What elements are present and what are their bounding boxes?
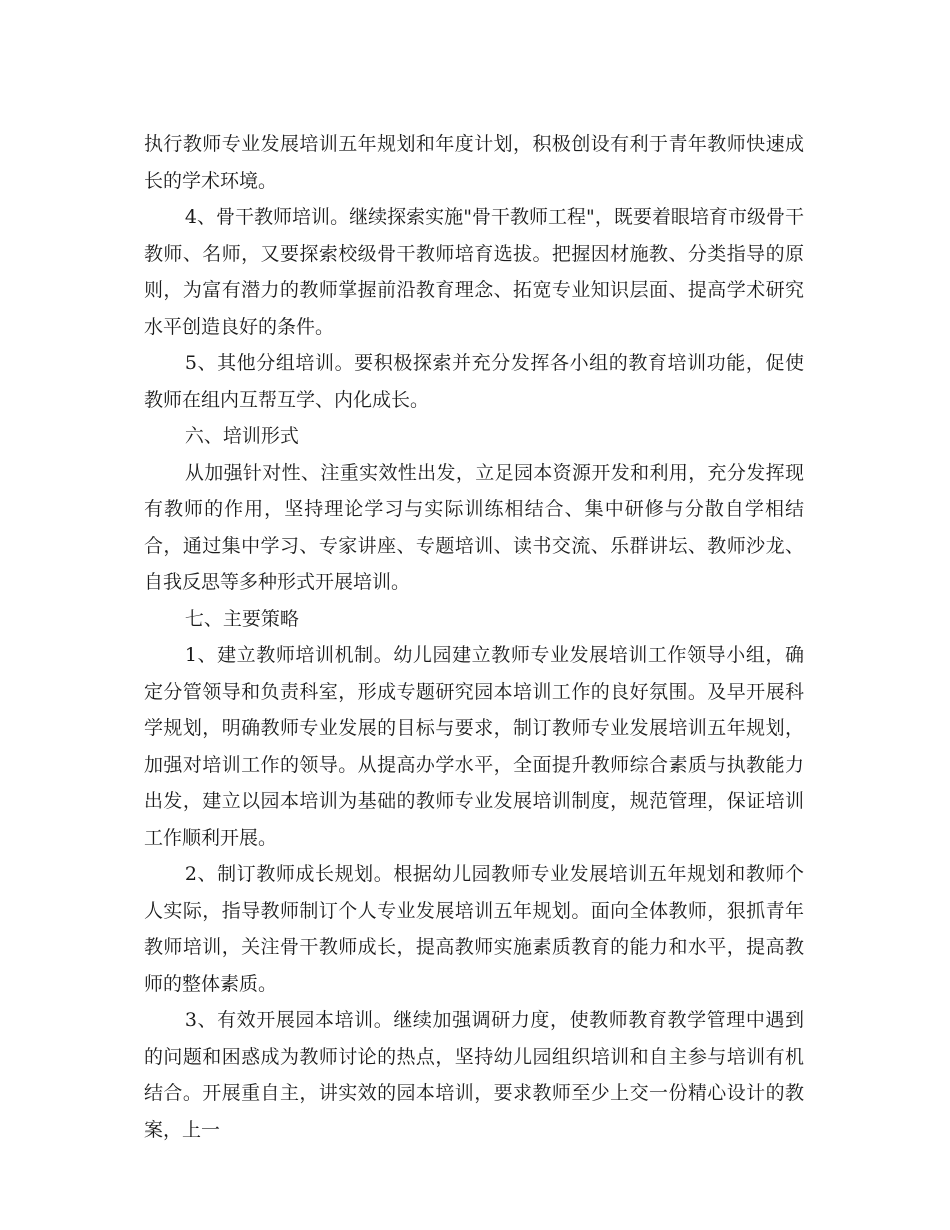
paragraph-school-based-training: 3、有效开展园本培训。继续加强调研力度，使教师教育教学管理中遇到的问题和困惑成为教师讨论的热点，坚持幼儿园组织培训和自主参与培训有机结合。开展重自主，讲实效的园本培训，要求教师至少上交一份精心设计的教案，上一 — [144, 1009, 804, 1141]
paragraph-training-mechanism: 1、建立教师培训机制。幼儿园建立教师专业发展培训工作领导小组，确定分管领导和负责科室，形成专题研究园本培训工作的良好氛围。及早开展科学规划，明确教师专业发展的目标与要求，制订教师专业发展培训五年规划，加强对培训工作的领导。从提高办学水平，全面提升教师综合素质与执教能力出发，建立以园本培训为基础的教师专业发展培训制度，规范管理，保证培训工作顺利开展。 — [144, 644, 804, 849]
paragraph-backbone-teacher-training: 4、骨干教师培训。继续探索实施"骨干教师工程"，既要着眼培育市级骨干教师、名师，又要探索校级骨干教师培育选拔。把握因材施教、分类指导的原则，为富有潜力的教师掌握前沿教育理念、拓宽专业知识层面、提高学术研究水平创造良好的条件。 — [144, 206, 804, 338]
section-heading-training-form: 六、培训形式 — [184, 425, 299, 447]
paragraph-group-training: 5、其他分组培训。要积极探索并充分发挥各小组的教育培训功能，促使教师在组内互帮互学、内化成长。 — [144, 352, 804, 411]
paragraph-growth-plan: 2、制订教师成长规划。根据幼儿园教师专业发展培训五年规划和教师个人实际，指导教师制订个人专业发展培训五年规划。面向全体教师，狠抓青年教师培训，关注骨干教师成长，提高教师实施素质教育的能力和水平，提高教师的整体素质。 — [144, 863, 804, 995]
paragraph-training-form: 从加强针对性、注重实效性出发，立足园本资源开发和利用，充分发挥现有教师的作用，坚持理论学习与实际训练相结合、集中研修与分散自学相结合，通过集中学习、专家讲座、专题培训、读书交流、乐群讲坛、教师沙龙、自我反思等多种形式开展培训。 — [144, 461, 804, 593]
section-heading-main-strategy: 七、主要策略 — [184, 607, 299, 630]
document-body — [144, 126, 804, 1148]
paragraph-continuation: 执行教师专业发展培训五年规划和年度计划，积极创设有利于青年教师快速成长的学术环境。 — [144, 133, 804, 192]
